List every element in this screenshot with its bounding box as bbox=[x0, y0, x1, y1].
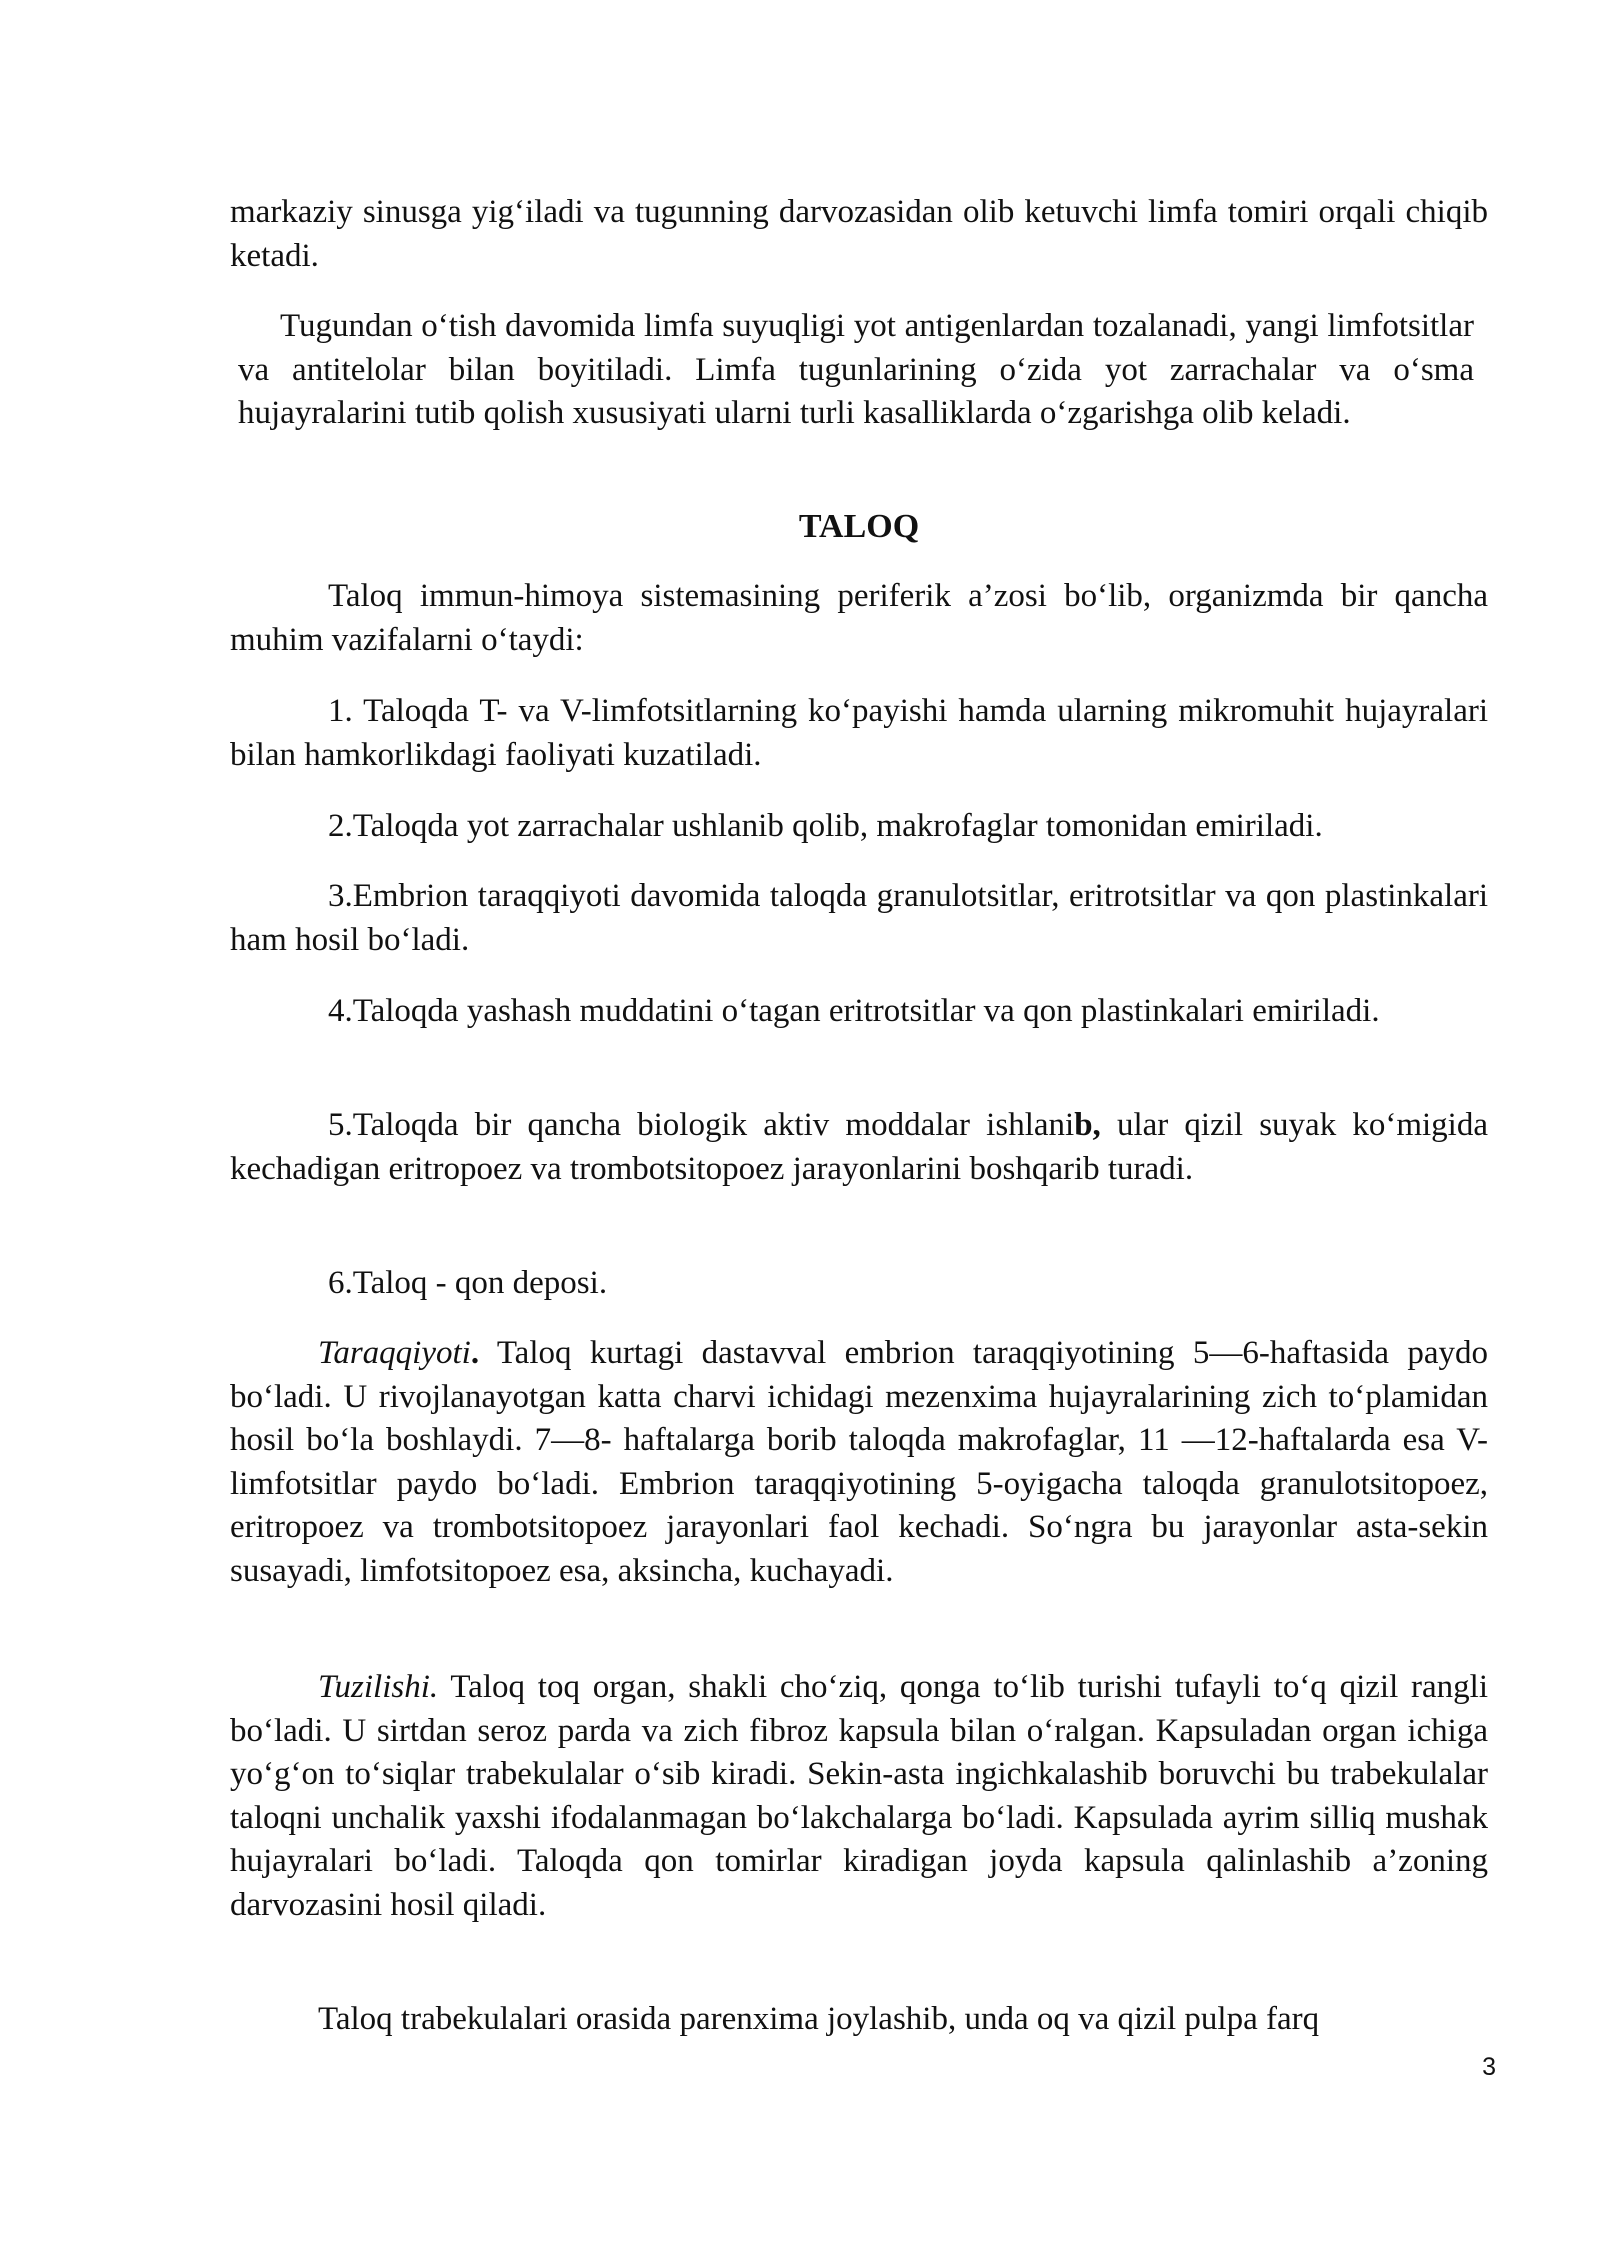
paragraph-development bbox=[230, 1332, 1488, 1593]
paragraph-trabeculae: Taloq trabekulalari orasida parenxima joylashib, unda oq va qizil pulpa farq bbox=[318, 2001, 1320, 2037]
development-label-dot: . bbox=[470, 1335, 480, 1371]
structure-label: Tuzilishi. bbox=[318, 1669, 439, 1705]
list-item-function-2: 2.Taloqda yot zarrachalar ushlanib qolib, makrofaglar tomonidan emiriladi. bbox=[328, 808, 1323, 844]
paragraph-lymph-exit: markaziy sinusga yig‘iladi va tugunning darvozasidan olib ketuvchi limfa tomiri orqali chiqib ketadi. bbox=[230, 194, 1488, 274]
list-item-function-1: 1. Taloqda T- va V-limfotsitlarning ko‘payishi hamda ularning mikromuhit hujayralari bilan hamkorlikdagi faoliyati kuzatiladi. bbox=[230, 693, 1488, 773]
list-item-function-3: 3.Embrion taraqqiyoti davomida taloqda granulotsitlar, eritrotsitlar va qon plastinkalari ham hosil bo‘ladi. bbox=[230, 878, 1488, 958]
function-5-text-start: 5.Taloqda bir qancha biologik aktiv moddalar ishlani bbox=[328, 1107, 1075, 1143]
development-label: Taraqqiyoti bbox=[318, 1335, 471, 1371]
development-text: Taloq kurtagi dastavval embrion taraqqiyotining 5—6-haftasida paydo bo‘ladi. U rivojlanayotgan katta charvi ichidagi mezenxima hujayralarining zich to‘plamidan hosil bo‘la boshlaydi. 7—8- haftalarga borib taloqda makrofaglar, 11 —12-haftalarda esa V-limfotsitlar paydo bo‘ladi. Embrion taraqqiyotining 5-oyigacha taloqda granulotsitopoez, eritropoez va trombotsitopoez jarayonlari faol kechadi. So‘ngra bu jarayonlar asta-sekin susayadi, limfotsitopoez esa, aksincha, kuchayadi. bbox=[230, 1335, 1488, 1589]
list-item-function-5 bbox=[230, 1104, 1488, 1191]
paragraph-lymph-filtering: Tugundan o‘tish davomida limfa suyuqligi yot antigenlardan tozalanadi, yangi limfotsitlar va antitelolar bilan boyitiladi. Limfa tugunlarining o‘zida yot zarrachalar va o‘sma hujayralarini tutib qolish xususiyati ularni turli kasalliklarda o‘zgarishga olib keladi. bbox=[238, 308, 1474, 431]
paragraph-spleen-intro: Taloq immun-himoya sistemasining periferik a’zosi bo‘lib, organizmda bir qancha muhim vazifalarni o‘taydi: bbox=[230, 578, 1488, 658]
list-item-function-6: 6.Taloq - qon deposi. bbox=[328, 1265, 608, 1301]
function-5-text-end: ular qizil suyak ko‘migida kechadigan eritropoez va trombotsitopoez jarayonlarini boshqarib turadi. bbox=[230, 1107, 1488, 1187]
list-item-function-4: 4.Taloqda yashash muddatini o‘tagan eritrotsitlar va qon plastinkalari emiriladi. bbox=[328, 993, 1380, 1029]
structure-text: Taloq toq organ, shakli cho‘ziq, qonga to‘lib turishi tufayli to‘q qizil rangli bo‘ladi. U sirtdan seroz parda va zich fibroz kapsula bilan o‘ralgan. Kapsuladan organ ichiga yo‘g‘on to‘siqlar trabekulalar o‘sib kiradi. Sekin-asta ingichkalashib boruvchi bu trabekulalar taloqni unchalik yaxshi ifodalanmagan bo‘lakchalarga bo‘ladi. Kapsulada ayrim silliq mushak hujayralari bo‘ladi. Taloqda qon tomirlar kiradigan joyda kapsula qalinlashib a’zoning darvozasini hosil qiladi. bbox=[230, 1669, 1488, 1923]
section-heading-taloq: TALOQ bbox=[798, 508, 920, 545]
function-5-bold-fragment: b, bbox=[1074, 1107, 1101, 1143]
page-number: 3 bbox=[1482, 2053, 1496, 2081]
paragraph-structure bbox=[230, 1666, 1488, 1927]
